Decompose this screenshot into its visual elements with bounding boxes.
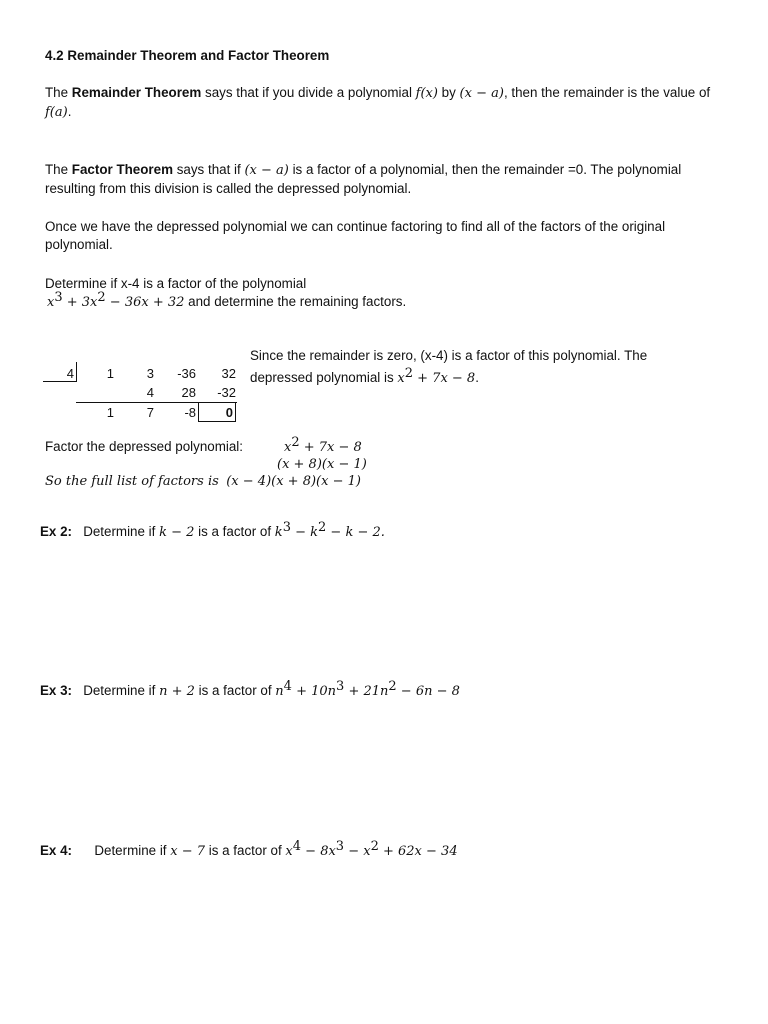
divisor-bracket-horizontal <box>43 381 77 382</box>
once-paragraph: Once we have the depressed polynomial we can continue factoring to find all of the factors of the original polynomial. <box>45 219 666 252</box>
remainder-theorem-paragraph: The Remainder Theorem says that if you divide a polynomial f(x) by (x − a), then the remainder is the value of f(a). <box>45 85 711 120</box>
determine-line: Determine if x-4 is a factor of the polynomial <box>45 276 307 291</box>
synthetic-cell: 3 <box>146 366 154 381</box>
example-2: Ex 2: Determine if k − 2 is a factor of $k^3 - k^2 - k - 2$. <box>40 520 385 540</box>
depressed-label: Factor the depressed polynomial: <box>45 439 243 454</box>
remainder-theorem-term: Remainder Theorem <box>71 85 202 100</box>
depressed-polynomial: $x^2 + 7x - 8$ <box>284 435 362 455</box>
factor-theorem-paragraph: The Factor Theorem says that if (x − a) is a factor of a polynomial, then the remainder =0. The polynomial resulting from this division is called the depressed polynomial. <box>45 162 682 196</box>
synthetic-cell: -36 <box>177 366 196 381</box>
depressed-factored: (x + 8)(x − 1) <box>277 457 367 472</box>
synthetic-cell: 28 <box>181 385 196 400</box>
fx-math: f(x) <box>415 86 438 101</box>
synthetic-cell: -32 <box>217 385 236 400</box>
page-title: 4.2 Remainder Theorem and Factor Theorem <box>45 48 330 63</box>
x-minus-a-math: (x − a) <box>459 86 504 101</box>
since-line-2: depressed polynomial is $x^2 + 7x - 8$. <box>250 366 479 386</box>
example-3: Ex 3: Determine if n + 2 is a factor of $n^4 + 10n^3 + 21n^2 - 6n - 8$ <box>40 679 460 699</box>
determine-polynomial-line: $x^3 + 3x^2 - 36x + 32$ and determine the remaining factors. <box>47 290 407 310</box>
divisor-bracket-vertical <box>76 362 77 381</box>
synthetic-cell: 4 <box>146 385 154 400</box>
example-4: Ex 4: Determine if x − 7 is a factor of $x^4 - 8x^3 - x^2 + 62x - 34$ <box>40 839 458 859</box>
synthetic-cell: 7 <box>146 405 154 420</box>
synthetic-cell: 32 <box>221 366 236 381</box>
x-minus-a-math: (x − a) <box>244 163 289 178</box>
synthetic-cell: -8 <box>184 405 196 420</box>
synthetic-cell: 1 <box>106 366 114 381</box>
fa-math: f(a) <box>45 105 68 120</box>
example-label: Ex 3: <box>40 683 73 698</box>
example-label: Ex 4: <box>40 843 73 858</box>
since-line-1: Since the remainder is zero, (x-4) is a factor of this polynomial. The <box>250 348 648 363</box>
synthetic-divisor: 4 <box>66 366 74 381</box>
synthetic-cell: 1 <box>106 405 114 420</box>
synthetic-remainder: 0 <box>225 405 233 420</box>
factor-theorem-term: Factor Theorem <box>71 162 173 177</box>
example-label: Ex 2: <box>40 524 73 539</box>
full-factor-list: So the full list of factors is (x − 4)(x + 8)(x − 1) <box>45 474 361 489</box>
